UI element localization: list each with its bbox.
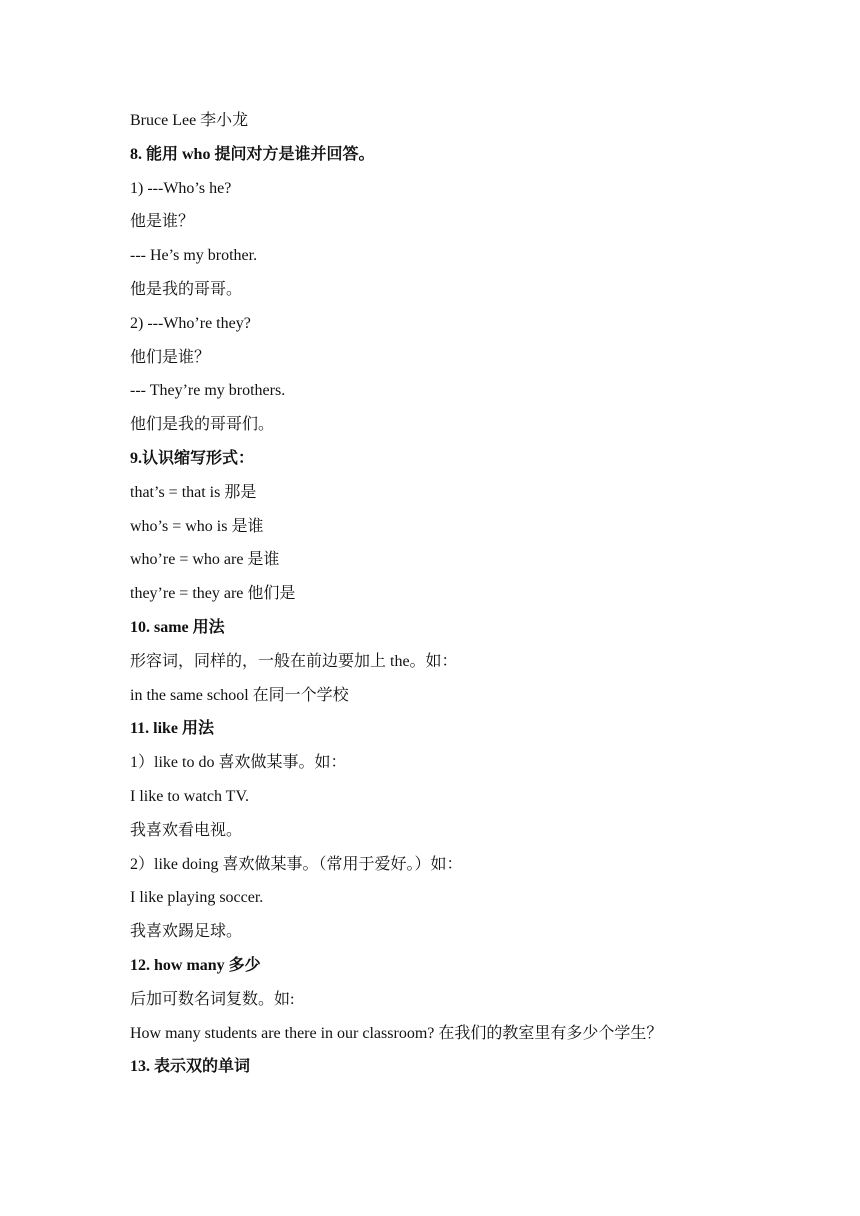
text-line: I like playing soccer. [130, 889, 264, 907]
section-heading: 9.认识缩写形式： [130, 449, 255, 467]
document-page [130, 106, 850, 1086]
text-line: 他是谁？ [130, 213, 195, 231]
text-line: 我喜欢踢足球。 [130, 923, 243, 941]
text-line: I like to watch TV. [130, 787, 249, 805]
section-heading: 11. like 用法 [130, 720, 215, 738]
text-line: who’s = who is 是谁 [130, 517, 264, 535]
text-line: 2) ---Who’re they? [130, 314, 251, 332]
text-line: --- He’s my brother. [130, 247, 258, 265]
text-line: that’s = that is 那是 [130, 483, 257, 501]
section-heading: 13. 表示双的单词 [130, 1058, 251, 1076]
text-line: 他们是谁？ [130, 348, 211, 366]
text-line: 1）like to do 喜欢做某事。如： [130, 754, 347, 772]
text-line: Bruce Lee 李小龙 [130, 112, 249, 129]
text-line: 我喜欢看电视。 [130, 821, 243, 839]
text-line: 后加可数名词复数。如: [130, 990, 295, 1008]
section-heading: 8. 能用 who 提问对方是谁并回答。 [130, 145, 375, 163]
text-line: 他们是我的哥哥们。 [130, 416, 275, 434]
text-line: 他是我的哥哥。 [130, 280, 243, 298]
text-line: they’re = they are 他们是 [130, 585, 296, 603]
text-line: 2）like doing 喜欢做某事。（常用于爱好。）如： [130, 855, 463, 873]
section-heading: 10. same 用法 [130, 618, 225, 636]
section-heading: 12. how many 多少 [130, 956, 261, 974]
text-line: who’re = who are 是谁 [130, 551, 280, 569]
text-line: 形容词，同样的，一般在前边要加上 the。如： [130, 652, 458, 670]
text-line: --- They’re my brothers. [130, 382, 286, 400]
text-line: How many students are there in our classroom? 在我们的教室里有多少个学生？ [130, 1024, 663, 1042]
text-line: in the same school 在同一个学校 [130, 686, 349, 704]
text-line: 1) ---Who’s he? [130, 179, 232, 197]
